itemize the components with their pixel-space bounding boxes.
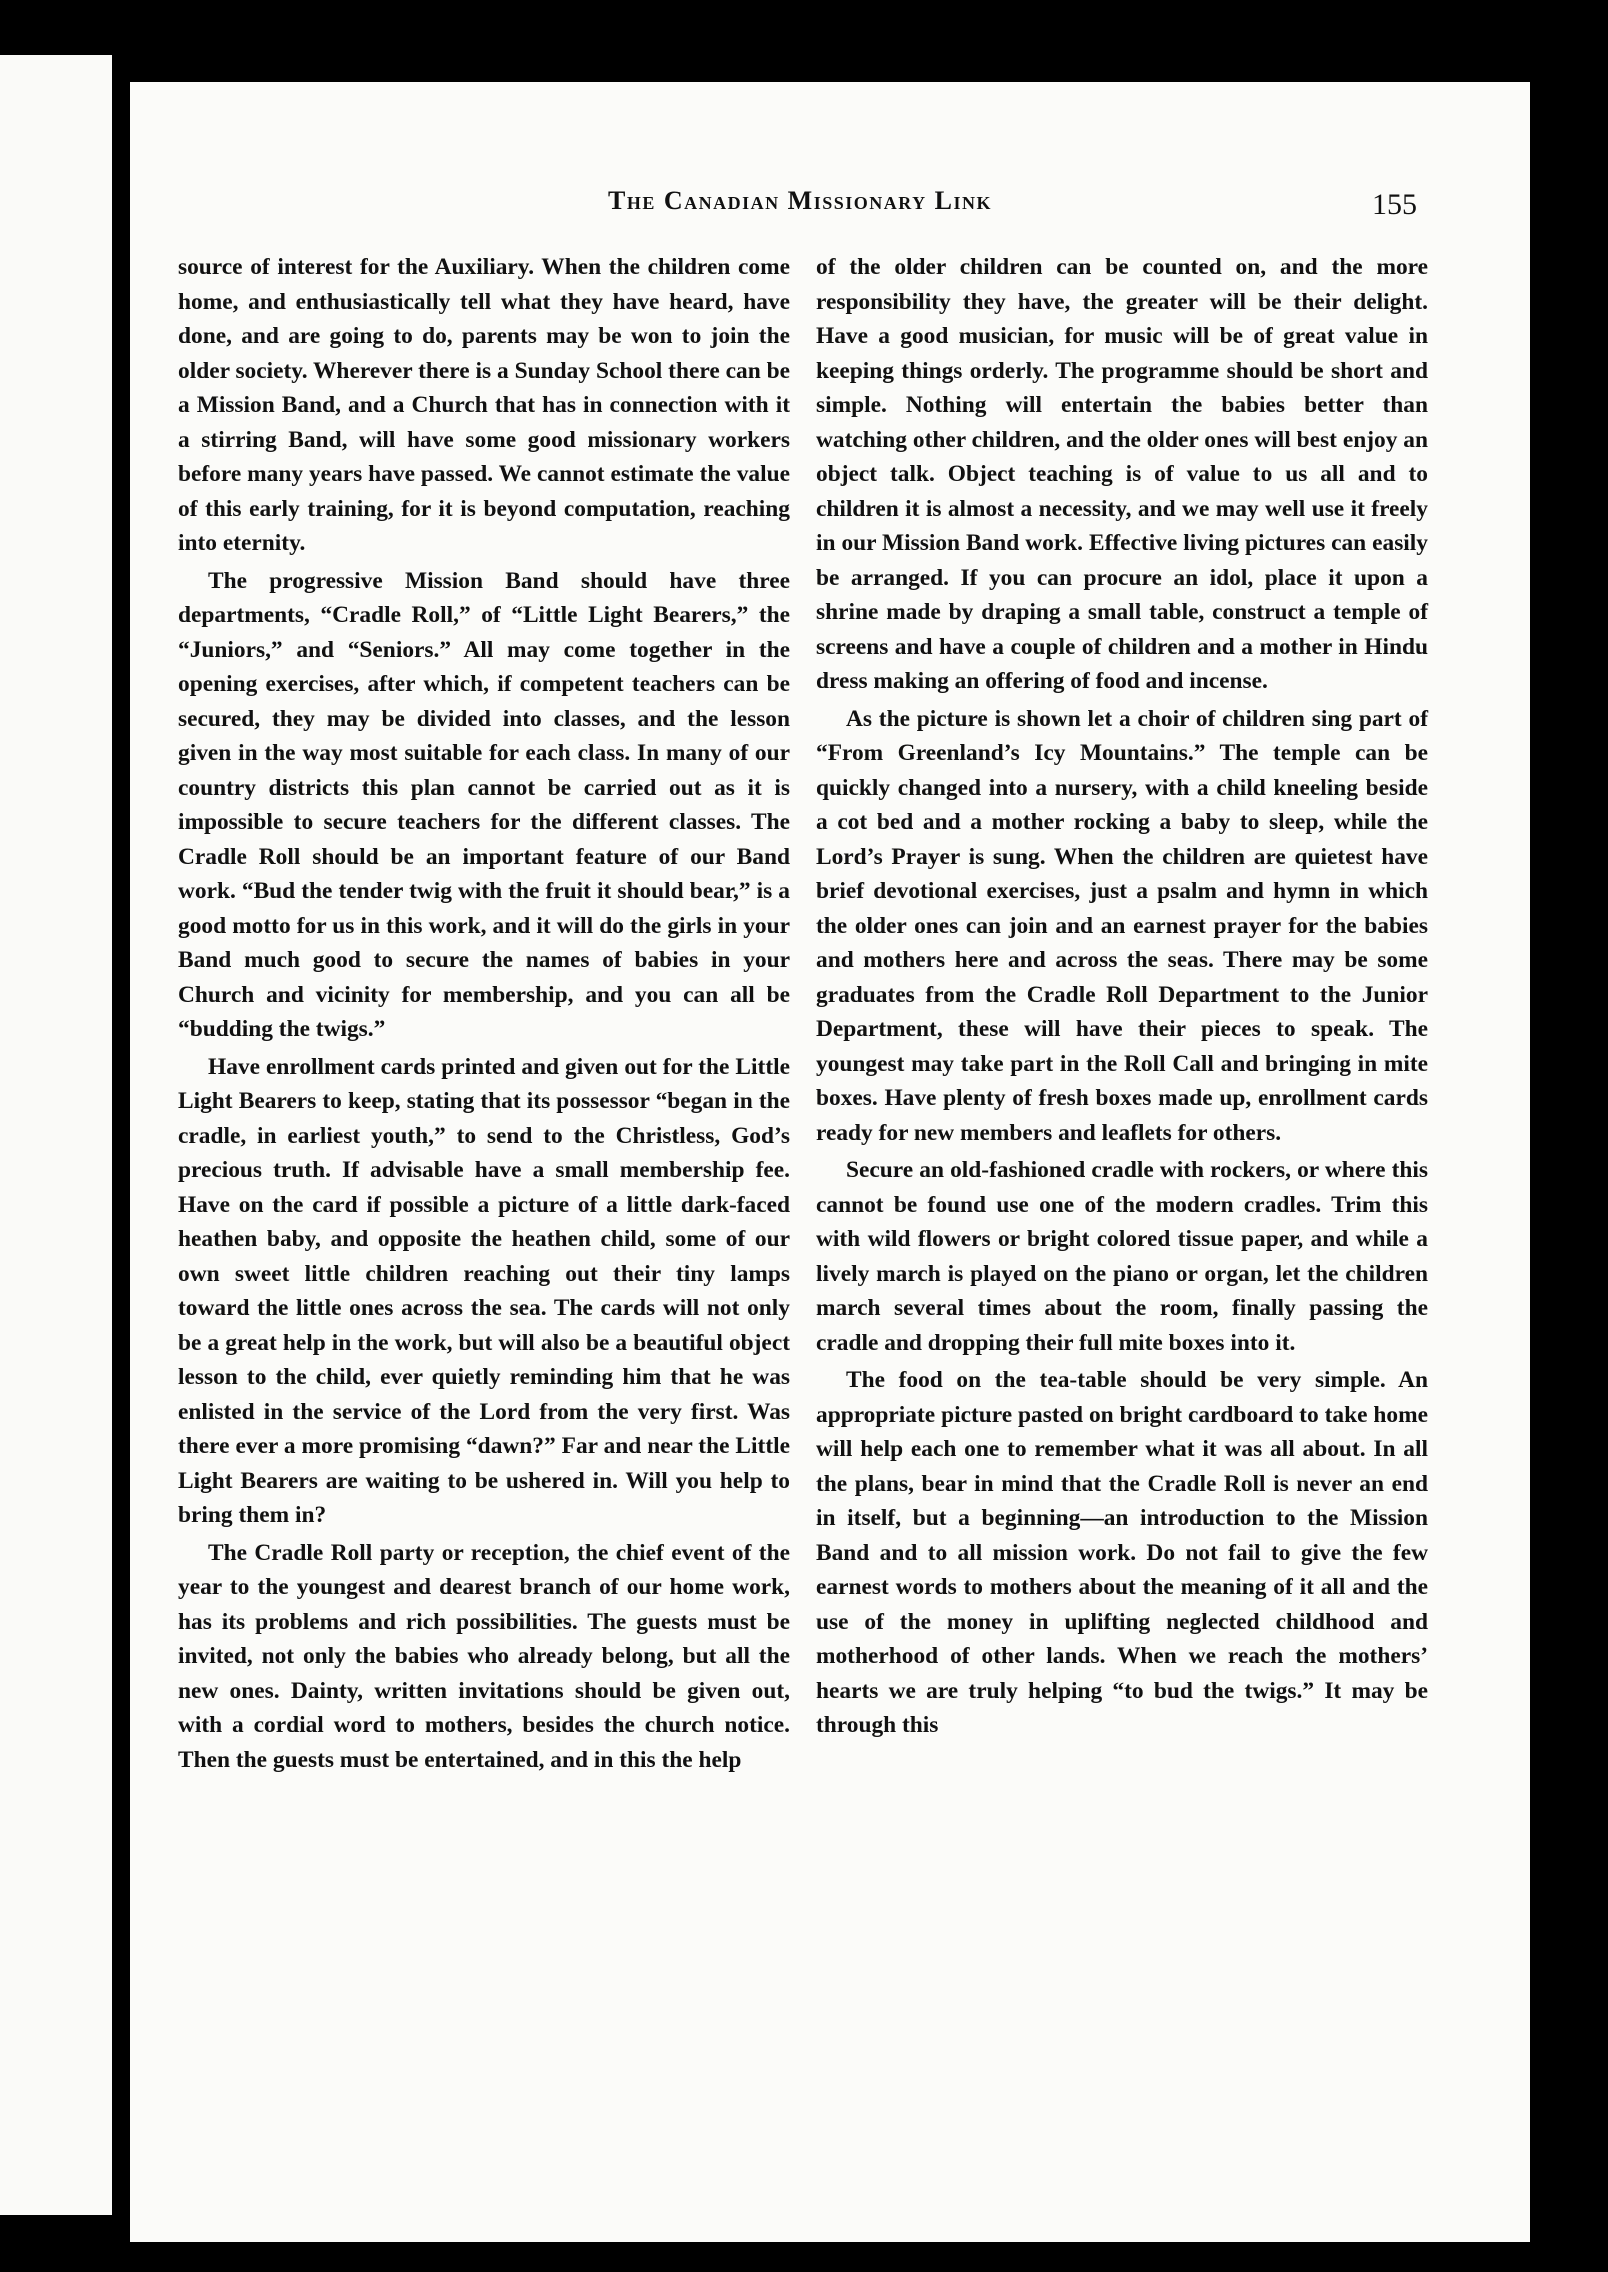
paragraph: The Cradle Roll party or reception, the chief event of the year to the youngest and dearest branch of our home work, has its problems and rich possibilities. The guests must be invited, not only the babies who already belong, but all the new ones. Dainty, written invitations should be given out, with a cordial word to mothers, besides the church notice. Then the guests must be entertained, and in this the help <box>178 1539 790 1773</box>
paragraph: The progressive Mission Band should have three departments, “Cradle Roll,” of “Little Light Bearers,” the “Juniors,” and “Seniors.” All may come together in the opening exercises, after which, if competent teachers can be secured, they may be divided into classes, and the lesson given in the way most suitable for each class. In many of our country districts this plan cannot be carried out as it is impossible to secure teachers for the different classes. The Cradle Roll should be an important feature of our Band work. “Bud the tender twig with the fruit it should bear,” is a good motto for us in this work, and it will do the girls in your Band much good to secure the names of babies in your Church and vicinity for membership, and you can all be “budding the twigs.” <box>178 567 790 1042</box>
paragraph: of the older children can be counted on, and the more responsibility they have, the greater will be their delight. Have a good musician, for music will be of great value in keeping things orderly. The programme should be short and simple. Nothing will entertain the babies better than watching other children, and the older ones will best enjoy an object talk. Object teaching is of value to us all and to children it is almost a necessity, and we may well use it freely in our Mission Band work. Effective living pictures can easily be arranged. If you can procure an idol, place it upon a shrine made by draping a small table, construct a temple of screens and have a couple of children and a mother in Hindu dress making an offering of food and incense. <box>816 254 1428 694</box>
paragraph: Have enrollment cards printed and given out for the Little Light Bearers to keep, stating that its possessor “began in the cradle, in earliest youth,” to send to the Christless, God’s precious truth. If advisable have a small membership fee. Have on the card if possible a picture of a little dark-faced heathen baby, and opposite the heathen child, some of our own sweet little children reaching out their tiny lamps toward the little ones across the sea. The cards will not only be a great help in the work, but will also be a beautiful object lesson to the child, ever quietly reminding him that he was enlisted in the service of the Lord from the very first. Was there ever a more promising “dawn?” Far and near the Little Light Bearers are waiting to be ushered in. Will you help to bring them in? <box>178 1053 790 1528</box>
paragraph: source of interest for the Auxiliary. When the children come home, and enthusiastically tell what they have heard, have done, and are going to do, parents may be won to join the older society. Wherever there is a Sunday School there can be a Mission Band, and a Church that has in connection with it a stirring Band, will have some good missionary workers before many years have passed. We cannot estimate the value of this early training, for it is beyond computation, reaching into eternity. <box>178 254 790 556</box>
page-number: 155 <box>1372 188 1417 221</box>
page-header <box>130 186 1530 226</box>
adjacent-page-edge <box>0 55 112 2215</box>
paragraph: The food on the tea-table should be very simple. An appropriate picture pasted on bright cardboard to take home will help each one to remember what it was all about. In all the plans, bear in mind that the Cradle Roll is never an end in itself, but a beginning—an introduction to the Mission Band and to all mission work. Do not fail to give the few earnest words to mothers about the meaning of it all and the use of the money in uplifting neglected childhood and motherhood of other lands. When we reach the mothers’ hearts we are truly helping “to bud the twigs.” It may be through this <box>816 1367 1428 1738</box>
running-title: The Canadian Missionary Link <box>608 186 992 215</box>
left-column <box>178 250 790 1777</box>
paragraph: Secure an old-fashioned cradle with rockers, or where this cannot be found use one of the modern cradles. Trim this with wild flowers or bright colored tissue paper, and while a lively march is played on the piano or organ, let the children march several times about the room, finally passing the cradle and dropping their full mite boxes into it. <box>816 1157 1428 1356</box>
right-column <box>816 250 1428 1743</box>
paragraph: As the picture is shown let a choir of children sing part of “From Greenland’s Icy Mountains.” The temple can be quickly changed into a nursery, with a child kneeling beside a cot bed and a mother rocking a baby to sleep, while the Lord’s Prayer is sung. When the children are quietest have brief devotional exercises, just a psalm and hymn in which the older ones can join and an earnest prayer for the babies and mothers here and across the seas. There may be some graduates from the Cradle Roll Department to the Junior Department, these will have their pieces to speak. The youngest may take part in the Roll Call and bringing in mite boxes. Have plenty of fresh boxes made up, enrollment cards ready for new members and leaflets for others. <box>816 705 1428 1146</box>
magazine-page <box>130 82 1530 2242</box>
